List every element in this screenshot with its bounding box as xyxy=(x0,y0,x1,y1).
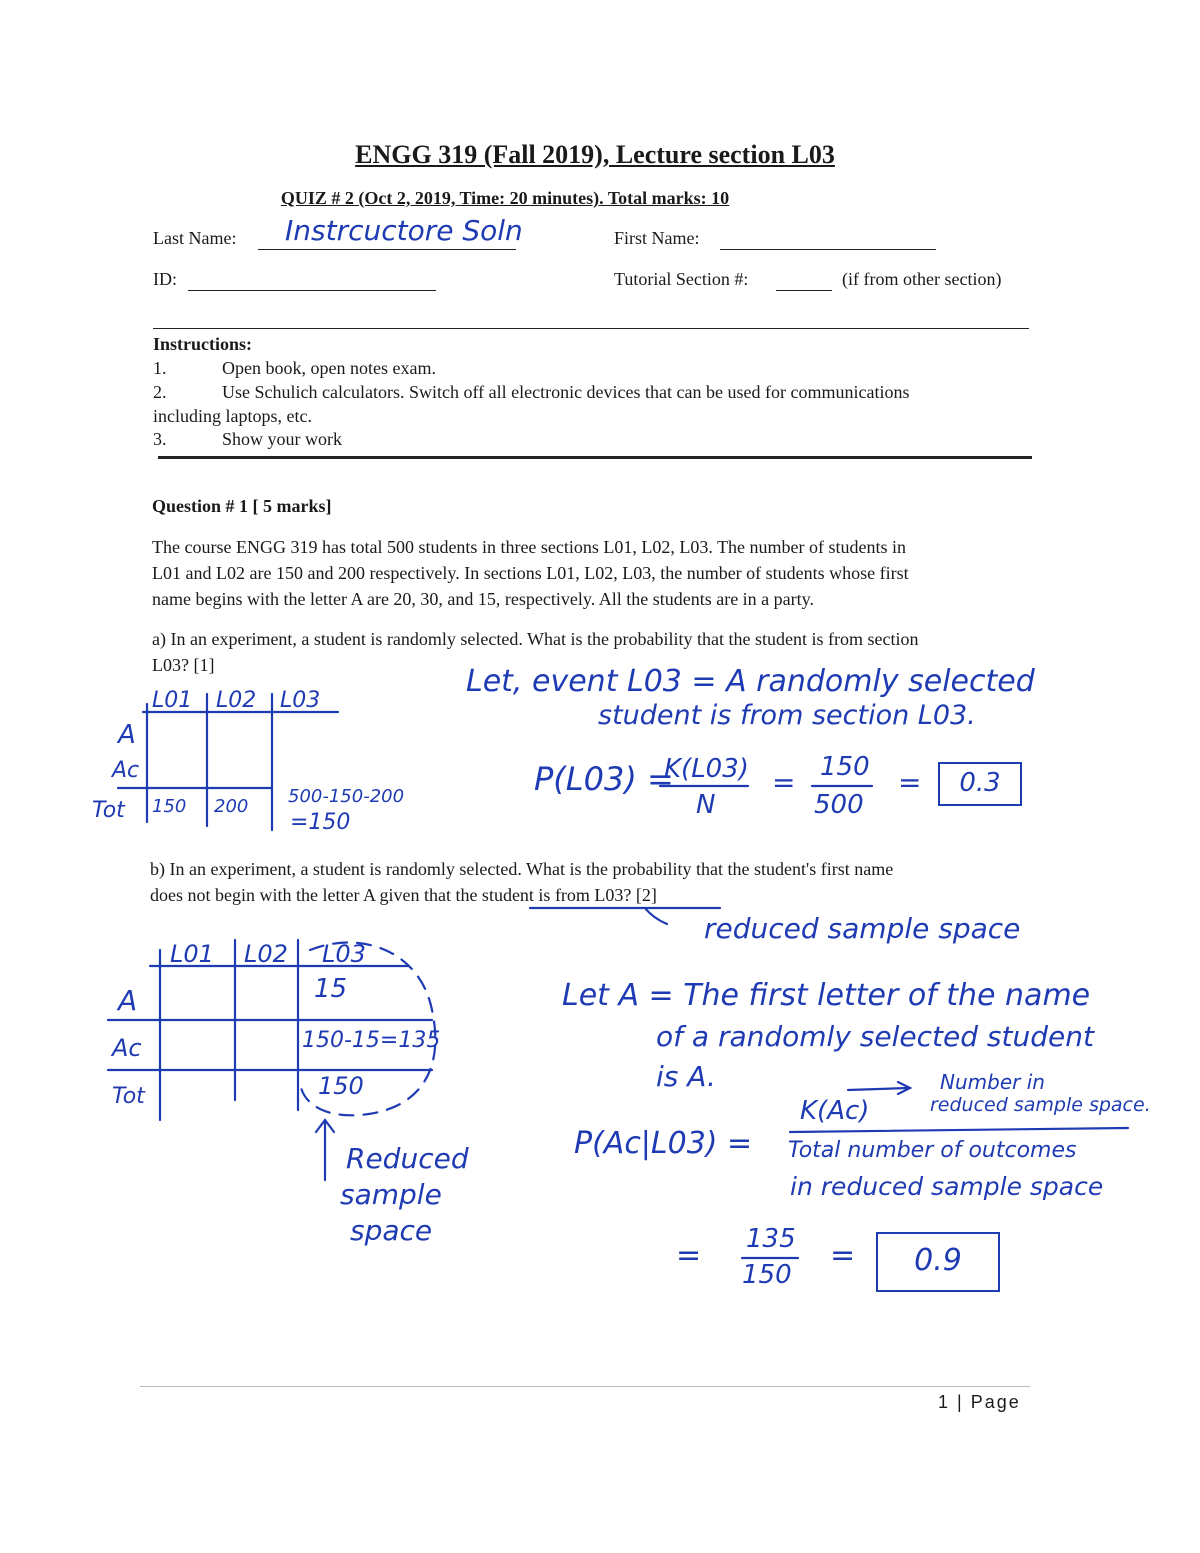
footer-divider xyxy=(140,1386,1030,1387)
table-b-l03-value: 15 xyxy=(314,974,348,1004)
page-separator: | xyxy=(957,1392,964,1412)
equals-sign: = xyxy=(676,1238,702,1273)
table-a-l03-result: =150 xyxy=(290,810,351,835)
quiz-title: ENGG 319 (Fall 2019), Lecture section L03 xyxy=(355,140,835,169)
table-b-row-label: Tot xyxy=(112,1084,145,1109)
frac-bar xyxy=(790,1128,1128,1132)
table-b-header: L01 xyxy=(170,940,214,968)
instruction-text-1: Open book, open notes exam. xyxy=(222,358,436,378)
let-line-2: student is from section L03. xyxy=(598,700,976,731)
table-b-l03-value: 150-15=135 xyxy=(302,1028,441,1053)
quiz-subtitle: QUIZ # 2 (Oct 2, 2019, Time: 20 minutes). Total marks: 10 xyxy=(280,188,730,208)
let-line-1: Let, event L03 = A randomly selected xyxy=(466,664,1035,699)
table-b-header: L02 xyxy=(244,940,288,968)
table-a-tot-value: 150 xyxy=(152,796,187,817)
frac-numerator: 135 xyxy=(746,1224,796,1254)
part-b-text: does not begin with the letter A given that the student is from L03? [2] xyxy=(150,885,657,905)
instruction-text-2: Use Schulich calculators. Switch off all electronic devices that can be used for communications xyxy=(222,382,910,402)
table-b-l03-value: 150 xyxy=(318,1072,364,1100)
frac-numerator: K(L03) xyxy=(664,754,749,784)
page-number: 1 xyxy=(938,1392,951,1412)
last-name-value: Instrcuctore Soln xyxy=(285,214,523,247)
page-footer xyxy=(938,1392,1021,1413)
frac-numerator: 150 xyxy=(820,752,870,782)
instruction-num-2: 2. xyxy=(153,382,167,402)
reduced-note-line: sample xyxy=(340,1178,442,1211)
instruction-num-1: 1. xyxy=(153,358,167,378)
instruction-text-3: Show your work xyxy=(222,429,342,449)
number-note-line: reduced sample space. xyxy=(930,1094,1151,1116)
question-paragraph-line: The course ENGG 319 has total 500 students in three sections L01, L02, L03. The number of students in xyxy=(152,537,907,557)
id-label: ID: xyxy=(153,269,177,289)
equals-sign: = xyxy=(772,766,796,799)
tutorial-section-note: (if from other section) xyxy=(842,269,1002,289)
answer-box-b: 0.9 xyxy=(876,1232,1000,1292)
table-b-row-label: A xyxy=(118,984,138,1017)
frac-denominator: 150 xyxy=(742,1260,792,1290)
let-a-line: of a randomly selected student xyxy=(656,1020,1094,1053)
frac-denominator: in reduced sample space xyxy=(790,1172,1104,1201)
equals-sign: = xyxy=(830,1238,856,1273)
instruction-text-2-cont: including laptops, etc. xyxy=(153,406,312,426)
question-heading: Question # 1 [ 5 marks] xyxy=(152,496,332,516)
reduced-sample-space-note: reduced sample space xyxy=(704,912,1021,945)
table-b-row-label: Ac xyxy=(112,1034,142,1062)
table-b-header: L03 xyxy=(322,940,366,968)
table-a-tot-value: 200 xyxy=(214,796,249,817)
p-l03-lhs: P(L03) = xyxy=(534,760,674,798)
reduced-note-line: Reduced xyxy=(346,1142,469,1175)
let-a-line: is A. xyxy=(656,1060,716,1093)
table-a-row-label: Tot xyxy=(92,798,125,823)
frac-numerator: K(Ac) xyxy=(800,1096,870,1126)
let-a-line: Let A = The first letter of the name xyxy=(562,978,1091,1013)
question-paragraph-line: L01 and L02 are 150 and 200 respectively. In sections L01, L02, L03, the number of students whose first xyxy=(152,563,909,583)
equals-sign: = xyxy=(898,766,922,799)
part-b-text: b) In an experiment, a student is randomly selected. What is the probability that the student's first name xyxy=(150,859,894,879)
answer-box-a: 0.3 xyxy=(938,762,1022,806)
tutorial-section-label: Tutorial Section #: xyxy=(614,269,749,289)
part-a-text: a) In an experiment, a student is randomly selected. What is the probability that the student is from section xyxy=(152,629,919,649)
number-note-line: Number in xyxy=(940,1070,1045,1094)
p-ac-given-l03-lhs: P(Ac|L03) = xyxy=(574,1126,753,1161)
first-name-label: First Name: xyxy=(614,228,700,248)
last-name-label: Last Name: xyxy=(153,228,237,248)
table-a-l03-expr: 500-150-200 xyxy=(288,786,405,807)
frac-denominator: 500 xyxy=(814,790,864,820)
instruction-num-3: 3. xyxy=(153,429,167,449)
table-a-header: L03 xyxy=(280,688,321,713)
table-a-row-label: A xyxy=(118,720,136,750)
table-a-header: L02 xyxy=(216,688,257,713)
reduced-note-line: space xyxy=(350,1214,433,1247)
frac-denominator: Total number of outcomes xyxy=(788,1138,1077,1163)
table-a-header: L01 xyxy=(152,688,193,713)
page-word: Page xyxy=(970,1392,1021,1412)
instructions-heading: Instructions: xyxy=(153,334,253,354)
reduced-arrow xyxy=(645,908,667,924)
frac-denominator: N xyxy=(696,790,716,820)
question-paragraph-line: name begins with the letter A are 20, 30, and 15, respectively. All the students are in a party. xyxy=(152,589,814,609)
number-note-arrow xyxy=(848,1088,908,1090)
part-a-text: L03? [1] xyxy=(152,655,215,675)
table-a-row-label: Ac xyxy=(112,758,140,783)
